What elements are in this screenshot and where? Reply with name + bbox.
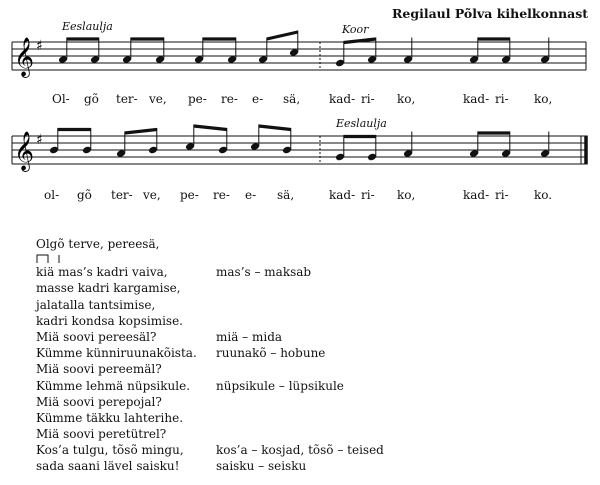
gloss: kos’a – kosjad, tõsõ – teised bbox=[216, 443, 384, 458]
poem-line bbox=[36, 394, 197, 410]
gloss: saisku – seisku bbox=[216, 459, 307, 474]
poem-line bbox=[36, 236, 197, 252]
sharp-icon: ♯ bbox=[36, 132, 43, 148]
poem-line-text: Kos’a tulgu, tõsõ mingu, bbox=[36, 443, 184, 458]
gloss: nüpsikule – lüpsikule bbox=[216, 378, 344, 393]
lyric1-syllable: kad- bbox=[329, 92, 356, 106]
poem-line-text: Kümme täkku lahterihe. bbox=[36, 410, 184, 425]
lyric2-syllable: e- bbox=[245, 188, 257, 202]
poem-line bbox=[36, 442, 384, 458]
poem-line bbox=[36, 345, 326, 361]
poem-line-text: masse kadri kargamise, bbox=[36, 281, 181, 296]
note-beam bbox=[267, 32, 298, 39]
lyric2-syllable: kad- bbox=[329, 188, 356, 202]
note-beam bbox=[259, 126, 291, 130]
poem-line-text: kadri kondsa kopsimise. bbox=[36, 313, 183, 328]
note-beam bbox=[194, 126, 227, 130]
lyric2-syllable: kad- bbox=[463, 188, 490, 202]
gloss: miä – mida bbox=[216, 329, 283, 344]
lyric2-syllable: sä, bbox=[277, 188, 295, 202]
poem-line-text: kiä mas’s kadri vaiva, bbox=[36, 265, 168, 280]
poem-line bbox=[36, 378, 344, 394]
gloss: mas’s – maksab bbox=[216, 265, 312, 280]
poem-line bbox=[36, 297, 197, 313]
treble-clef-icon: 𝄞 bbox=[14, 131, 35, 171]
lyric1-syllable: ter- bbox=[116, 92, 138, 106]
lyric1-syllable: ko, bbox=[397, 92, 416, 106]
poem-line-text: jalatalla tantsimise, bbox=[36, 297, 156, 312]
poem-line bbox=[36, 329, 283, 345]
lyric2-syllable: ko, bbox=[397, 188, 416, 202]
poem-line-text: Kümme künniruunakõista. bbox=[36, 346, 197, 361]
poem-line bbox=[36, 426, 197, 442]
lyric1-syllable: ko, bbox=[534, 92, 553, 106]
direction-eeslaulja-1: Eeslaulja bbox=[62, 20, 113, 33]
poem-text bbox=[36, 236, 384, 475]
bracket-marks-icon bbox=[36, 252, 96, 264]
lyric2-syllable: ri- bbox=[361, 188, 375, 202]
lyric1-syllable: Ol- bbox=[52, 92, 70, 106]
poem-line-text: Miä soovi pereesäl? bbox=[36, 329, 157, 344]
note-beam bbox=[125, 130, 157, 134]
poem-line-text: Miä soovi pereemäl? bbox=[36, 362, 162, 377]
staff-2 bbox=[12, 125, 586, 173]
poem-line bbox=[36, 313, 197, 329]
staff-1 bbox=[12, 31, 586, 79]
poem-line bbox=[36, 458, 307, 474]
lyric1-syllable: ri- bbox=[495, 92, 509, 106]
treble-clef-icon: 𝄞 bbox=[14, 37, 35, 77]
poem-line bbox=[36, 264, 312, 280]
lyric2-syllable: re- bbox=[213, 188, 230, 202]
lyric2-syllable: ol- bbox=[44, 188, 60, 202]
poem-line bbox=[36, 280, 197, 296]
lyric2-syllable: ter- bbox=[111, 188, 133, 202]
song-title: Regilaul Põlva kihelkonnast bbox=[391, 6, 588, 21]
lyric2-syllable: ko. bbox=[534, 188, 553, 202]
poem-line bbox=[36, 361, 197, 377]
lyric1-syllable: gõ bbox=[84, 92, 99, 106]
lyric2-syllable: ri- bbox=[495, 188, 509, 202]
lyric1-syllable: pe- bbox=[188, 92, 207, 106]
poem-line-text: sada saani lävel saisku! bbox=[36, 459, 180, 474]
lyric1-syllable: sä, bbox=[283, 92, 301, 106]
stress-marks bbox=[36, 252, 197, 264]
poem-line-text: Miä soovi perepojal? bbox=[36, 394, 162, 409]
lyric1-syllable: ri- bbox=[361, 92, 375, 106]
direction-eeslaulja-2: Eeslaulja bbox=[336, 117, 387, 130]
lyric1-syllable: e- bbox=[252, 92, 264, 106]
lyric1-syllable: kad- bbox=[463, 92, 490, 106]
sharp-icon: ♯ bbox=[36, 38, 43, 54]
lyric1-syllable: ve, bbox=[149, 92, 167, 106]
poem-line-text: Kümme lehmä nüpsikule. bbox=[36, 378, 191, 393]
direction-koor: Koor bbox=[342, 23, 369, 36]
lyric2-syllable: pe- bbox=[180, 188, 199, 202]
lyric2-syllable: ve, bbox=[143, 188, 161, 202]
gloss: ruunakõ – hobune bbox=[216, 346, 326, 361]
poem-line-text: Miä soovi peretütrel? bbox=[36, 427, 167, 442]
poem-line-text: Olgõ terve, pereesä, bbox=[36, 237, 160, 251]
lyric1-syllable: re- bbox=[221, 92, 238, 106]
poem-line bbox=[36, 410, 197, 426]
lyric2-syllable: gõ bbox=[77, 188, 92, 202]
